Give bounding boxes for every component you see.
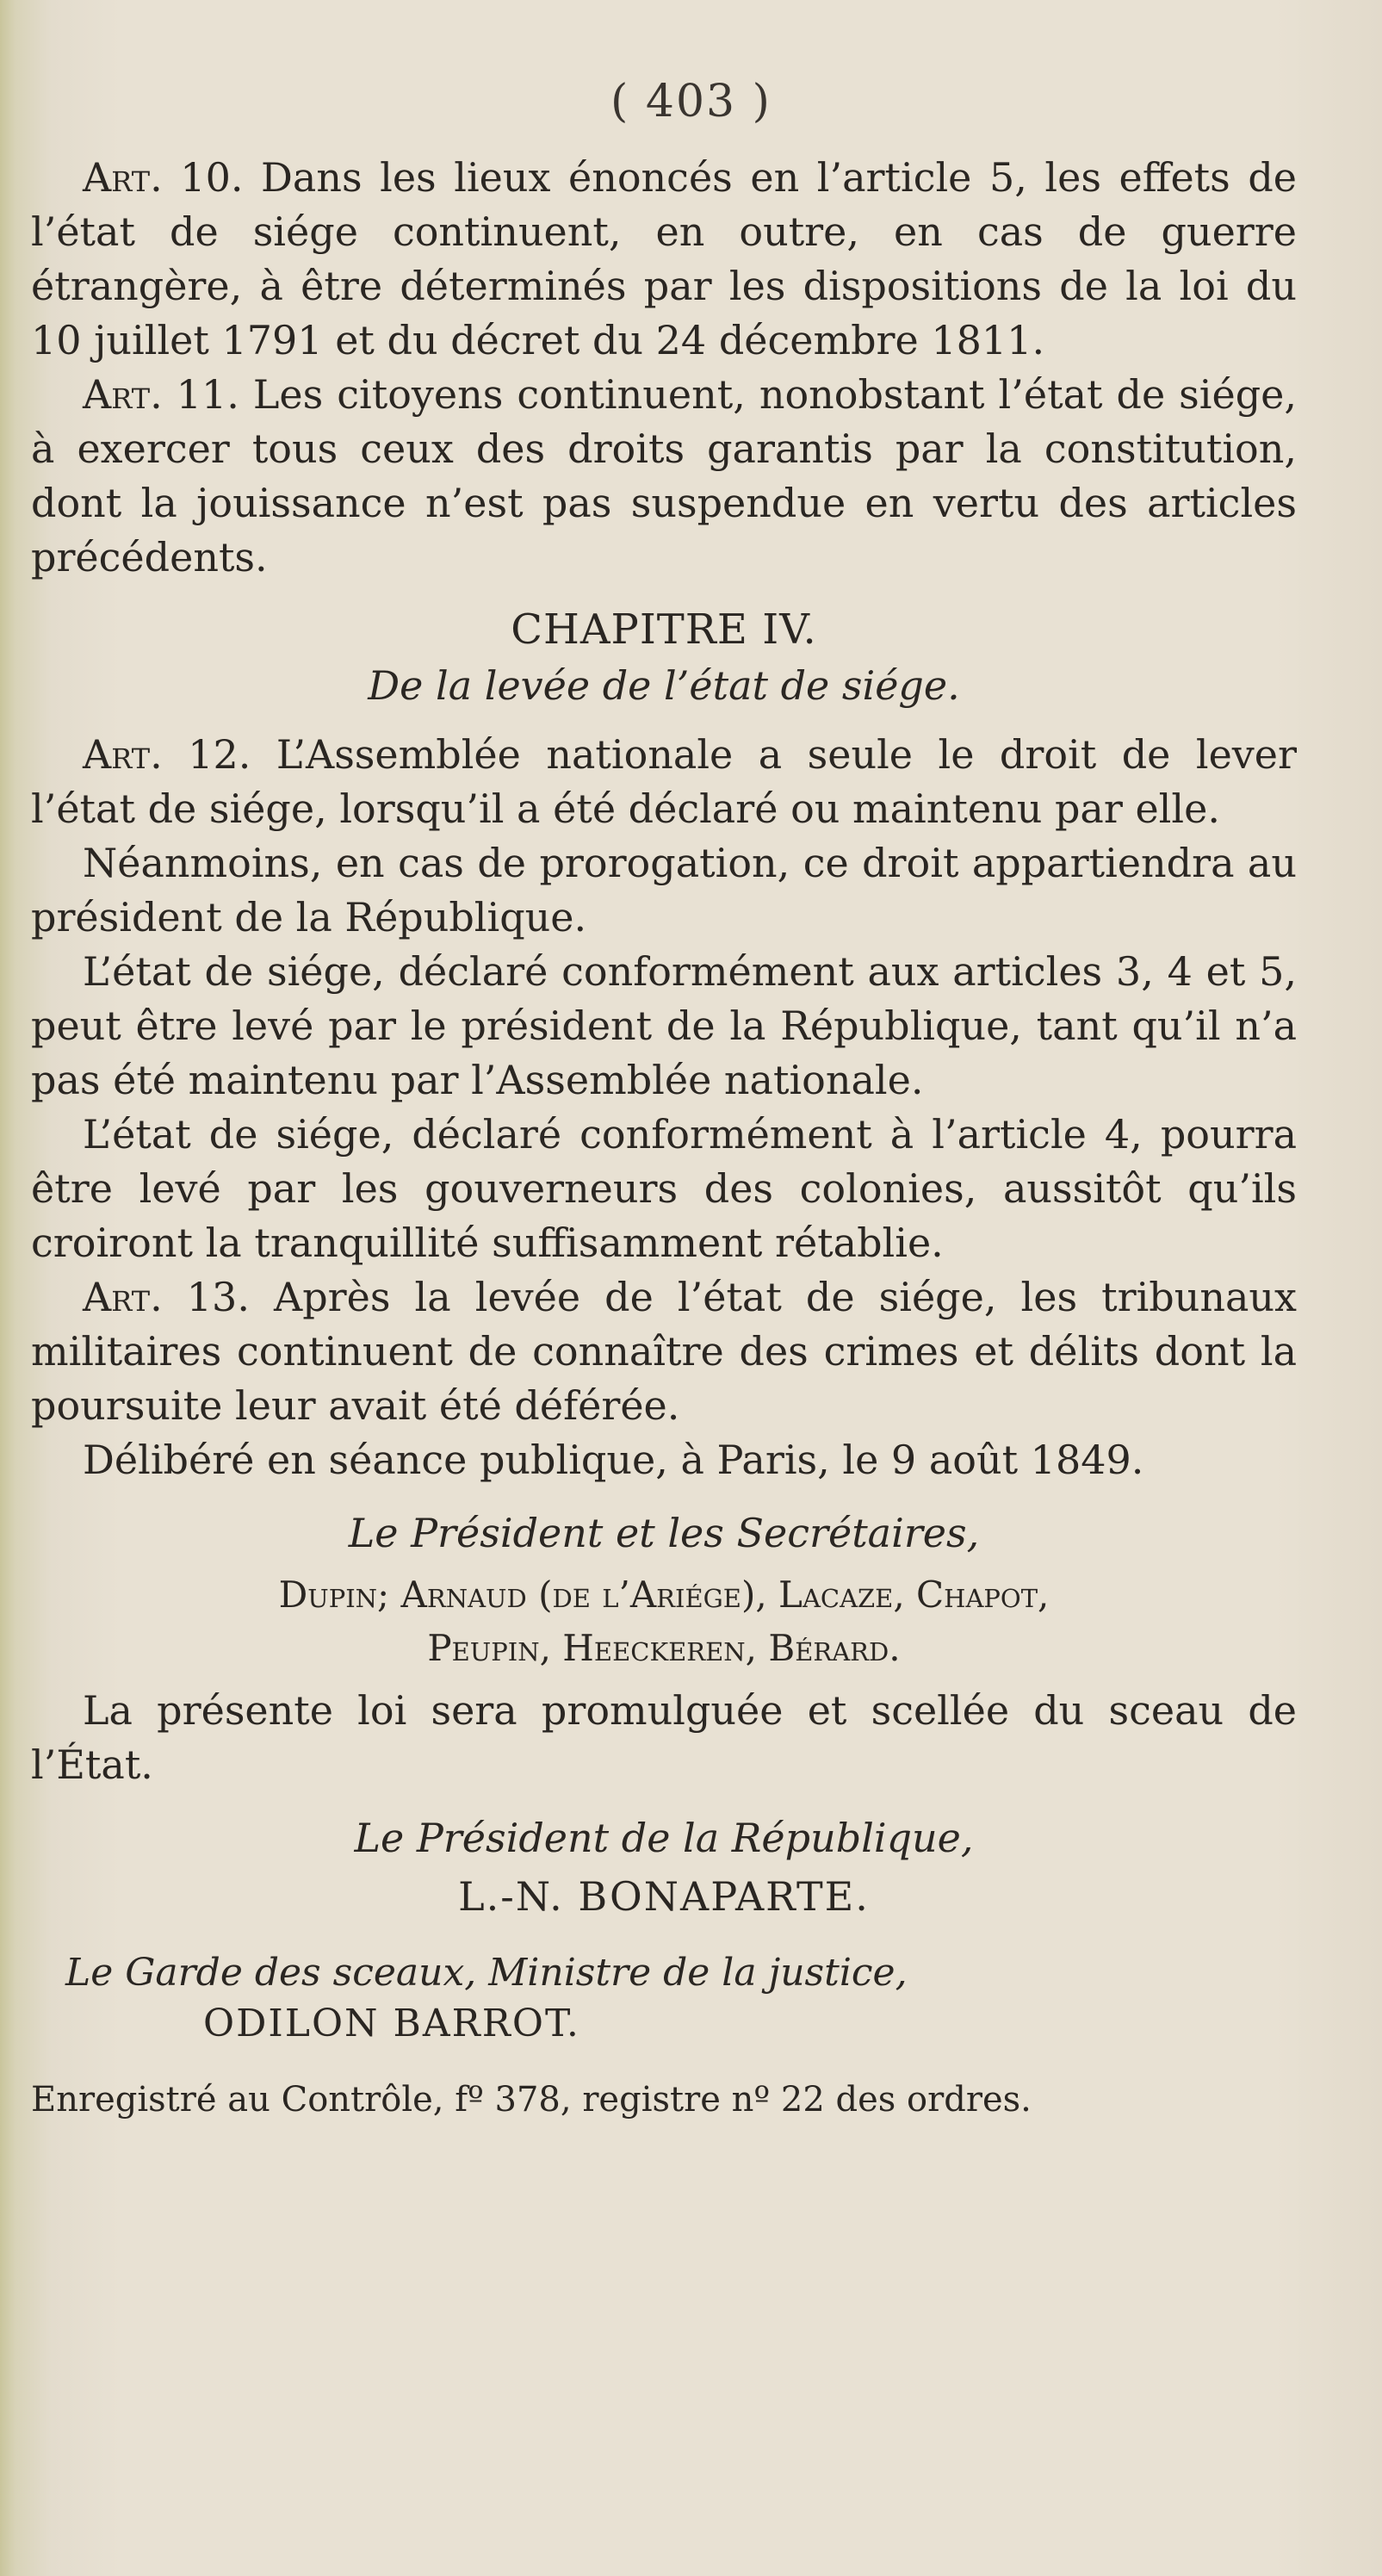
page-content (31, 151, 1297, 2120)
article-label: Art. (83, 154, 163, 201)
signatories-line-1: Dupin; Arnaud (de l’Ariége), Lacaze, Chapot, (278, 1574, 1050, 1616)
article-label: Art. (83, 1274, 163, 1320)
chapter-title: CHAPITRE IV. (511, 605, 817, 654)
paragraph: Néanmoins, en cas de prorogation, ce droit appartiendra au président de la République. (31, 840, 1297, 940)
article-text: 10. Dans les lieux énoncés en l’article 5, les effets de l’état de siége continuent, en outre, en cas de guerre étrangère, à être déterminés par les dispositions de la loi du 10 juillet 1791 et du décret du 24 décembre 1811. (31, 154, 1297, 363)
garde-des-sceaux: Le Garde des sceaux, Ministre de la justice, (65, 1951, 908, 1995)
page-number: ( 403 ) (610, 76, 772, 127)
article-12 (31, 728, 1297, 836)
article-13 (31, 1270, 1297, 1433)
signature-heading: Le Président et les Secrétaires, (348, 1510, 980, 1556)
president-heading: Le Président de la République, (354, 1815, 974, 1861)
article-11 (31, 368, 1297, 585)
article-text: 11. Les citoyens continuent, nonobstant l’état de siége, à exercer tous ceux des droits garantis par la constitution, dont la jouissance n’est pas suspendue en vertu des articles précédents. (31, 371, 1297, 580)
promulgation-text: La présente loi sera promulguée et scellée du sceau de l’État. (31, 1687, 1297, 1788)
deliberation-date: Délibéré en séance publique, à Paris, le 9 août 1849. (83, 1437, 1144, 1483)
article-10 (31, 151, 1297, 368)
article-text: 13. Après la levée de l’état de siége, les tribunaux militaires continuent de connaître des crimes et délits dont la poursuite leur avait été déférée. (31, 1274, 1297, 1429)
article-label: Art. (83, 371, 163, 418)
article-text: 12. L’Assemblée nationale a seule le droit de lever l’état de siége, lorsqu’il a été déclaré ou maintenu par elle. (31, 731, 1297, 832)
signatories-line-2: Peupin, Heeckeren, Bérard. (427, 1627, 901, 1669)
president-name: L.-N. BONAPARTE. (458, 1873, 870, 1920)
registration-note: Enregistré au Contrôle, fº 378, registre nº 22 des ordres. (31, 2080, 1032, 2120)
paragraph: L’état de siége, déclaré conformément à l’article 4, pourra être levé par les gouverneurs des colonies, aussitôt qu’ils croiront la tranquillité suffisamment rétablie. (31, 1111, 1297, 1266)
chapter-subtitle: De la levée de l’état de siége. (368, 662, 960, 709)
garde-name: ODILON BARROT. (203, 2002, 580, 2045)
paragraph: L’état de siége, déclaré conformément aux articles 3, 4 et 5, peut être levé par le président de la République, tant qu’il n’a pas été maintenu par l’Assemblée nationale. (31, 948, 1297, 1103)
article-label: Art. (83, 731, 163, 778)
